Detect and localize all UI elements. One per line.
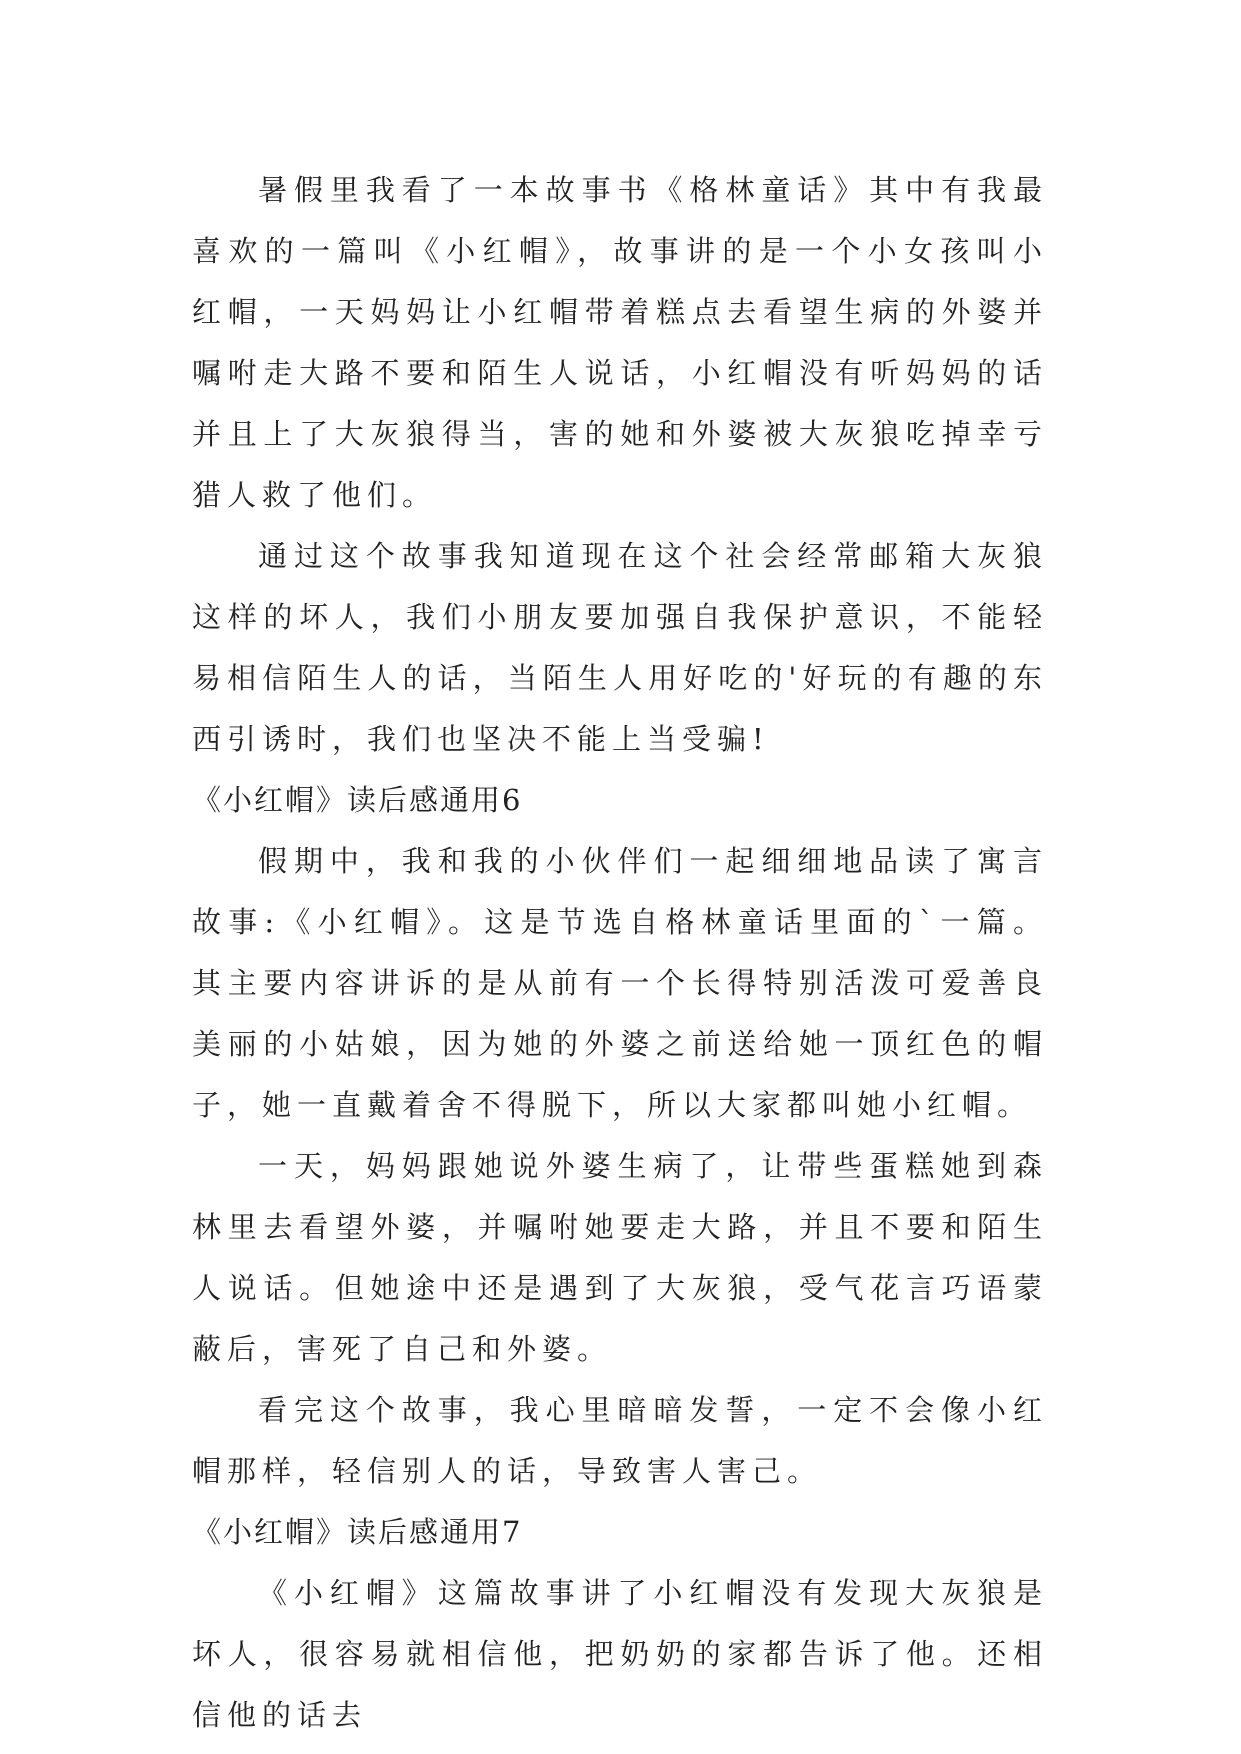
paragraph: 一天，妈妈跟她说外婆生病了，让带些蛋糕她到森林里去看望外婆，并嘱咐她要走大路，并且不要和陌生人说话。但她途中还是遇到了大灰狼，受气花言巧语蒙蔽后，害死了自己和外婆。 <box>192 1149 1048 1366</box>
paragraph: 通过这个故事我知道现在这个社会经常邮箱大灰狼这样的坏人，我们小朋友要加强自我保护意识，不能轻易相信陌生人的话，当陌生人用好吃的'好玩的有趣的东西引诱时，我们也坚决不能上当受骗! <box>192 539 1048 756</box>
paragraph: 看完这个故事，我心里暗暗发誓，一定不会像小红帽那样，轻信别人的话，导致害人害己。 <box>192 1393 1048 1488</box>
section-heading: 《小红帽》读后感通用7 <box>192 1515 523 1549</box>
paragraph: 《小红帽》这篇故事讲了小红帽没有发现大灰狼是坏人，很容易就相信他，把奶奶的家都告诉了他。还相信他的话去 <box>192 1576 1048 1732</box>
paragraph: 假期中，我和我的小伙伴们一起细细地品读了寓言故事:《小红帽》。这是节选自格林童话里面的`一篇。其主要内容讲诉的是从前有一个长得特别活泼可爱善良美丽的小姑娘，因为她的外婆之前送给她一顶红色的帽子，她一直戴着舍不得脱下，所以大家都叫她小红帽。 <box>192 844 1048 1122</box>
paragraph: 暑假里我看了一本故事书《格林童话》其中有我最喜欢的一篇叫《小红帽》，故事讲的是一个小女孩叫小红帽，一天妈妈让小红帽带着糕点去看望生病的外婆并嘱咐走大路不要和陌生人说话，小红帽没有听妈妈的话并且上了大灰狼得当，害的她和外婆被大灰狼吃掉幸亏猎人救了他们。 <box>192 173 1048 512</box>
section-heading: 《小红帽》读后感通用6 <box>192 783 523 817</box>
document-body <box>192 160 1048 1746</box>
